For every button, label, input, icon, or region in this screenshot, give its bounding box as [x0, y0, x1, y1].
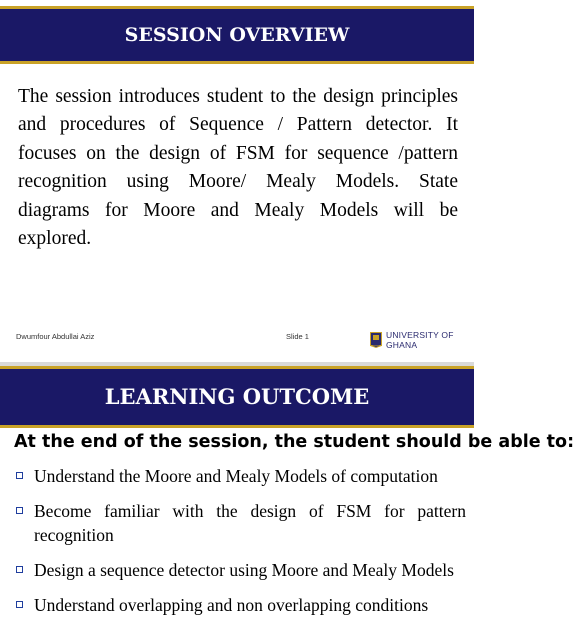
list-item-text: Understand overlapping and non overlapping conditions [34, 595, 429, 615]
list-item-text: Design a sequence detector using Moore and Mealy Models [34, 560, 454, 580]
hollow-square-bullet-icon [16, 566, 23, 573]
list-item-text: Become familiar with the design of FSM for pattern recognition [34, 501, 466, 545]
university-logo [370, 330, 474, 350]
list-item [14, 499, 466, 547]
list-item [14, 558, 466, 582]
learning-outcome-list [14, 464, 466, 628]
logo-text: UNIVERSITY OF GHANA [386, 330, 454, 350]
hollow-square-bullet-icon [16, 472, 23, 479]
hollow-square-bullet-icon [16, 601, 23, 608]
slide-session-overview [0, 0, 474, 362]
footer-slide-number: Slide 1 [286, 332, 309, 341]
list-item-text: Understand the Moore and Mealy Models of computation [34, 466, 438, 486]
list-item [14, 593, 466, 617]
learning-outcome-lead: At the end of the session, the student should be able to: [14, 432, 574, 452]
footer-author: Dwumfour Abdullai Aziz [16, 332, 95, 341]
slide-learning-outcome [0, 366, 574, 632]
hollow-square-bullet-icon [16, 507, 23, 514]
university-crest-icon [370, 332, 382, 348]
learning-outcome-banner: LEARNING OUTCOME [0, 366, 474, 428]
session-overview-banner: SESSION OVERVIEW [0, 6, 474, 64]
session-overview-text: The session introduces student to the design principles and procedures of Sequence / Pattern detector. It focuses on the design of FSM for sequence /pattern recognition using Moore/ Mealy Models. State diagrams for Moore and Mealy Models will be explored. [18, 86, 458, 250]
list-item [14, 464, 466, 488]
